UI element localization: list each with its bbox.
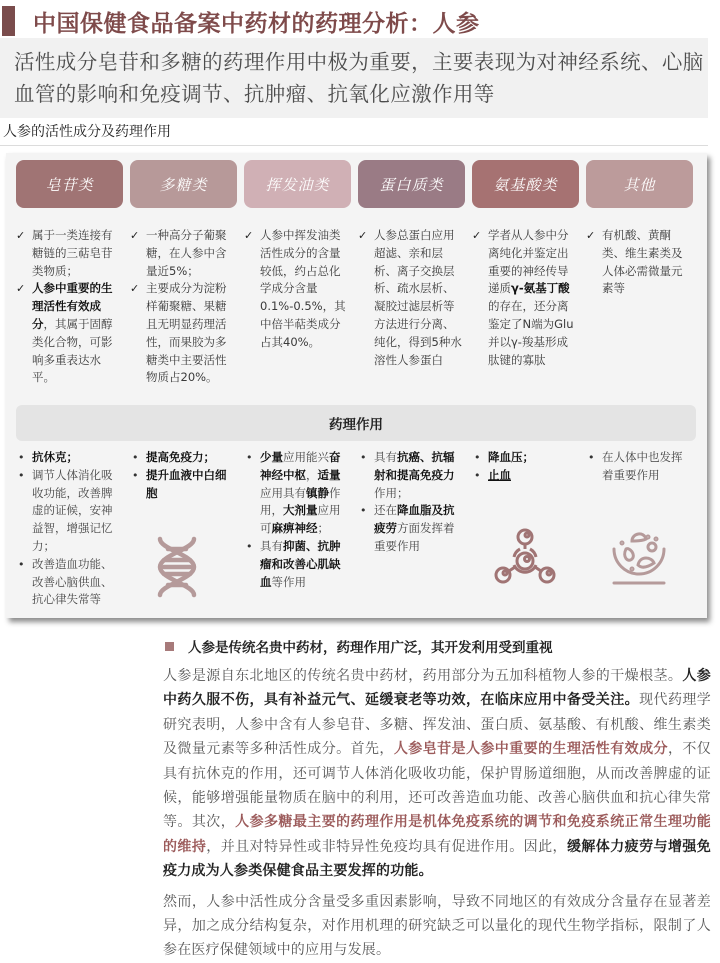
bullet-list-text bbox=[488, 449, 534, 467]
text-run: 镇静 bbox=[306, 485, 329, 500]
text-run: 属于一类连接有糖链的三萜皂苷类物质； bbox=[32, 228, 113, 278]
bullet-icon: • bbox=[588, 451, 595, 464]
text-run: 缓解体力疲劳与增强免疫力成为人参类保健食品主要发挥的功能。 bbox=[163, 838, 711, 880]
check-list-item bbox=[16, 227, 123, 280]
article-paragraph-1 bbox=[163, 664, 711, 884]
bullet-list-text bbox=[32, 556, 123, 609]
bullet-icon: • bbox=[18, 468, 25, 482]
text-run: ， bbox=[306, 467, 318, 482]
category-tab: 皂苷类 bbox=[16, 160, 123, 208]
text-run: 抑菌、抗肿瘤和改善心肌缺血 bbox=[260, 538, 341, 589]
check-list-text bbox=[260, 227, 351, 352]
text-run: 的存在，还分离鉴定了N端为Glu并以γ-羧基形成肽键的寡肽 bbox=[488, 299, 574, 367]
component-columns bbox=[16, 227, 693, 387]
checkmark-icon: ✓ bbox=[358, 229, 368, 242]
category-tabs bbox=[16, 160, 693, 208]
text-run: 在人体中也发挥着重要作用 bbox=[602, 450, 683, 482]
title-accent-bar bbox=[2, 6, 15, 36]
text-run: 少量 bbox=[260, 450, 283, 464]
highlight-text: 人参皂苷是人参中重要的生理活性有效成分 bbox=[393, 741, 668, 758]
text-run: 抗休克； bbox=[32, 450, 78, 464]
category-tab: 氨基酸类 bbox=[472, 160, 579, 208]
bullet-icon: • bbox=[474, 468, 481, 482]
pharmacology-column bbox=[130, 449, 237, 609]
bullet-list-item bbox=[358, 502, 465, 555]
divider bbox=[0, 145, 708, 146]
text-run: 改善造血功能、改善心脑供血、抗心律失常等 bbox=[32, 556, 113, 607]
bullet-icon: • bbox=[360, 451, 367, 464]
bullet-list-text bbox=[260, 538, 351, 591]
text-run: ，其属于固醇类化合物，可影响多重表达水平。 bbox=[32, 316, 113, 385]
bullet-list-item bbox=[16, 449, 123, 467]
text-run: 人参是源自东北地区的传统名贵中药材，药用部分为五加科植物人参的干燥根茎。 bbox=[163, 668, 683, 684]
food-bowl-icon bbox=[608, 527, 670, 595]
text-run: 还在 bbox=[374, 503, 397, 518]
bullet-list-text bbox=[32, 467, 123, 556]
text-run: 大剂量 bbox=[283, 503, 318, 518]
text-run: 降血脂及抗疲劳 bbox=[374, 503, 455, 536]
check-list-item bbox=[244, 227, 351, 352]
check-list-item bbox=[586, 227, 693, 298]
bullet-list-item bbox=[472, 449, 579, 467]
bullet-list-text bbox=[146, 467, 237, 503]
check-list-text bbox=[32, 227, 123, 280]
checkmark-icon: ✓ bbox=[472, 229, 482, 242]
component-column bbox=[586, 227, 693, 387]
check-list-item bbox=[130, 280, 237, 387]
highlight-text: 人参多糖最主要的药理作用是机体免疫系统的调节和免疫系统正常生理功能的维持 bbox=[163, 814, 711, 855]
text-run: 人参中药久服不伤，具有补益元气、延缓衰老等功效，在临床应用中备受关注。 bbox=[163, 668, 712, 709]
component-column bbox=[358, 227, 465, 387]
check-list-text bbox=[32, 280, 123, 387]
text-run: 抗癌、抗辐射和提高免疫力 bbox=[374, 450, 455, 482]
text-run: 提高免疫力； bbox=[146, 450, 215, 464]
checkmark-icon: ✓ bbox=[586, 229, 596, 242]
square-bullet-icon bbox=[165, 642, 174, 651]
text-run: ； bbox=[317, 521, 329, 536]
bullet-list-text bbox=[374, 502, 465, 555]
bullet-icon: • bbox=[360, 504, 367, 518]
bullet-icon: • bbox=[246, 451, 253, 464]
text-run: 有机酸、黄酮类、维生素类及人体必需微量元素等 bbox=[602, 228, 683, 296]
dna-icon bbox=[154, 535, 200, 605]
text-run: 麻痹神经 bbox=[271, 521, 318, 536]
bullet-icon: • bbox=[18, 451, 25, 464]
check-list-item bbox=[358, 227, 465, 369]
text-run: γ-氨基丁酸 bbox=[511, 281, 570, 296]
bullet-list-text bbox=[602, 449, 693, 485]
component-column bbox=[244, 227, 351, 387]
text-run: 调节人体消化吸收功能，改善脾虚的证候，安神益智，增强记忆力； bbox=[32, 467, 113, 553]
article-paragraph-2: 然而，人参中活性成分含量受多重因素影响，导致不同地区的有效成分含量存在显著差异，加之成分结构复杂，对作用机理的研究缺乏可以量化的现代生物学指标，限制了人参在医疗保健领域中的应用与发展。 bbox=[163, 893, 711, 959]
pharmacology-column bbox=[244, 449, 351, 609]
pharmacology-column bbox=[472, 449, 579, 609]
checkmark-icon: ✓ bbox=[16, 229, 26, 242]
figure-label: 人参的活性成分及药理作用 bbox=[3, 124, 171, 140]
text-run: 提升血液中白细胞 bbox=[146, 467, 227, 500]
category-tab: 多糖类 bbox=[130, 160, 237, 208]
bullet-list-item bbox=[16, 467, 123, 556]
checkmark-icon: ✓ bbox=[244, 229, 254, 242]
bullet-list-item bbox=[130, 449, 237, 467]
category-tab: 蛋白质类 bbox=[358, 160, 465, 208]
pharmacology-column bbox=[358, 449, 465, 609]
pharmacology-columns bbox=[16, 449, 693, 609]
text-run: 具有 bbox=[260, 538, 283, 553]
article bbox=[163, 636, 711, 963]
bullet-list-text bbox=[260, 449, 351, 538]
article-heading-text: 人参是传统名贵中药材，药理作用广泛，其开发利用受到重视 bbox=[188, 640, 553, 656]
text-run: 作用， bbox=[260, 485, 341, 518]
component-column bbox=[472, 227, 579, 387]
bullet-icon: • bbox=[132, 468, 139, 482]
bullet-list-item bbox=[586, 449, 693, 485]
bullet-icon: • bbox=[474, 451, 481, 464]
check-list-text bbox=[488, 227, 579, 369]
text-run: ，不仅具有抗休克的作用，还可调节人体消化吸收功能，保护胃肠道细胞，从而改善脾虚的证候，能够增强能量物质在脑中的利用，还可改善造血功能、改善心脑供血和抗心律失常等。其次， bbox=[163, 741, 711, 831]
page-title: 中国保健食品备案中药材的药理分析：人参 bbox=[33, 10, 480, 37]
bullet-icon: • bbox=[18, 557, 25, 571]
text-run: 人参中重要的生理活性有效成分 bbox=[32, 281, 113, 331]
check-list-text bbox=[602, 227, 693, 298]
category-tab: 挥发油类 bbox=[244, 160, 351, 208]
bullet-list-item bbox=[472, 467, 579, 485]
text-run: 方面发挥着重要作用 bbox=[374, 521, 455, 553]
text-run: 作用； bbox=[374, 485, 409, 500]
text-run: 人参中挥发油类活性成分的含量较低，约占总化学成分含量0.1%-0.5%，其中倍半萜类成分占其40%。 bbox=[260, 228, 346, 349]
bullet-list-item bbox=[244, 449, 351, 538]
bullet-list-text bbox=[32, 449, 78, 467]
check-list-text bbox=[374, 227, 465, 369]
checkmark-icon: ✓ bbox=[130, 229, 140, 242]
pharmacology-column bbox=[586, 449, 693, 609]
text-run: 一种高分子葡聚糖，在人参中含量近5%； bbox=[146, 228, 227, 278]
check-list-item bbox=[130, 227, 237, 280]
text-run: ，并且对特异性或非特异性免疫均具有促进作用。因此， bbox=[206, 838, 567, 855]
components-figure bbox=[6, 153, 707, 618]
text-run: 具有 bbox=[374, 450, 397, 464]
checkmark-icon: ✓ bbox=[16, 282, 26, 296]
text-run: 人参总蛋白应用超滤、亲和层析、离子交换层析、疏水层析、凝胶过滤层析等方法进行分离、纯化，得到5种水溶性人参蛋白 bbox=[374, 228, 462, 367]
article-heading bbox=[163, 636, 711, 656]
bullet-list-text bbox=[374, 449, 465, 502]
bullet-list-item bbox=[244, 538, 351, 591]
bullet-list-item bbox=[16, 556, 123, 609]
pharmacology-column bbox=[16, 449, 123, 609]
text-run: 学者从人参中分离纯化并鉴定出重要的神经传导递质 bbox=[488, 228, 569, 296]
component-column bbox=[130, 227, 237, 387]
text-run: 主要成分为淀粉样葡聚糖、果糖且无明显药理活性，而果胶为多糖类中主要活性物质占20%。 bbox=[146, 281, 227, 385]
category-tab: 其他 bbox=[586, 160, 693, 208]
page-header bbox=[0, 4, 720, 38]
pharmacology-header: 药理作用 bbox=[16, 405, 696, 441]
text-run: 现代药理学研究表明，人参中含有人参皂苷、多糖、挥发油、蛋白质、氨基酸、有机酸、维生素类及微量元素等多种活性成分。首先， bbox=[163, 692, 712, 758]
check-list-text bbox=[146, 227, 237, 280]
text-run: 应用可 bbox=[260, 503, 341, 536]
bullet-list-item bbox=[358, 449, 465, 502]
bullet-icon: • bbox=[132, 451, 139, 464]
bullet-icon: • bbox=[246, 539, 253, 553]
check-list-text bbox=[146, 280, 237, 387]
text-run: 适量 bbox=[317, 467, 341, 482]
subtitle-box bbox=[0, 38, 708, 118]
page-subtitle: 活性成分皂苷和多糖的药理作用中极为重要，主要表现为对神经系统、心脑血管的影响和免疫调节、抗肿瘤、抗氧化应激作用等 bbox=[14, 50, 704, 106]
text-run: 应用能兴 bbox=[283, 450, 329, 464]
text-run: 降血压； bbox=[488, 450, 534, 464]
bullet-list-text bbox=[146, 449, 215, 467]
text-run: 止血 bbox=[488, 467, 511, 482]
bullet-list-text bbox=[488, 467, 511, 485]
text-run: 等作用 bbox=[271, 574, 306, 589]
check-list-item bbox=[16, 280, 123, 387]
component-column bbox=[16, 227, 123, 387]
text-run: 奋神经中枢 bbox=[260, 450, 341, 482]
bullet-list-item bbox=[130, 467, 237, 503]
checkmark-icon: ✓ bbox=[130, 282, 140, 296]
check-list-item bbox=[472, 227, 579, 369]
text-run: 应用具有 bbox=[260, 485, 306, 500]
molecule-icon bbox=[492, 527, 558, 595]
